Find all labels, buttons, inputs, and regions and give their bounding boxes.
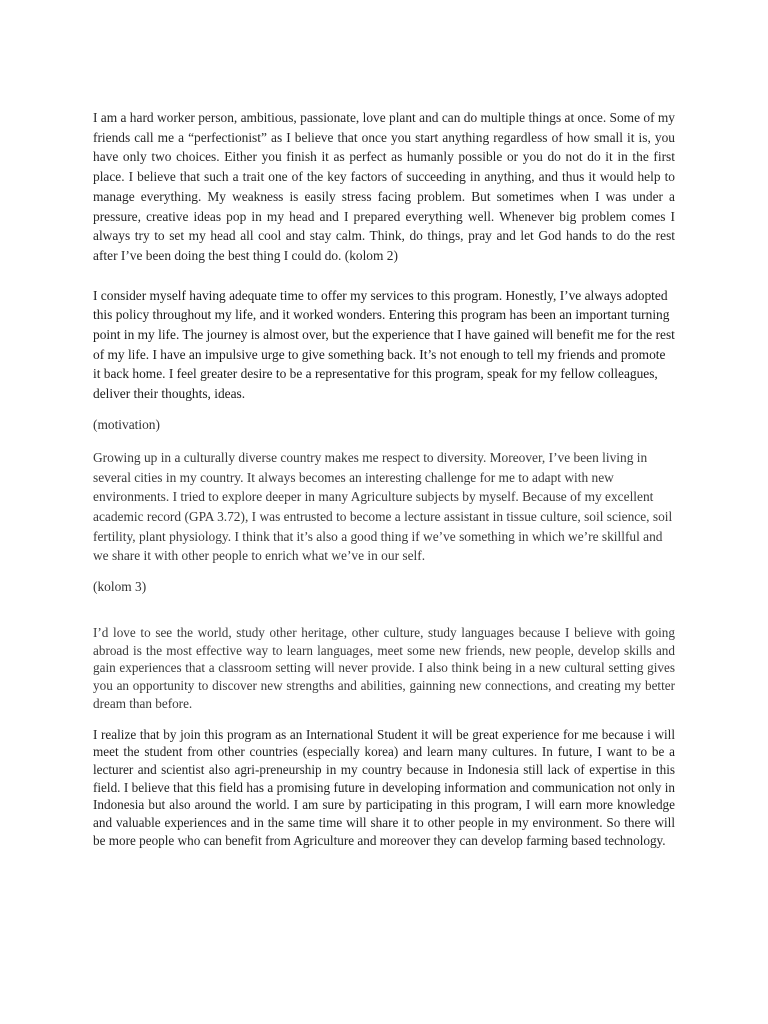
paragraph-travel-motivation: I’d love to see the world, study other heritage, other culture, study languages because I believe with going abroad is the most effective way to learn languages, meet some new friends, new people, develop skills and gain experiences that a classroom setting will never provide. I also think being in a new cultural setting gives you an opportunity to discover new strengths and abilities, gainning new connections, and creating my better dream than before. <box>93 624 675 711</box>
document-page <box>93 108 675 849</box>
paragraph-future-plans: I realize that by join this program as an International Student it will be great experience for me because i will meet the student from other countries (especially korea) and learn many cultures. In future, I want to be a lecturer and scientist also agri-preneurship in my country because in Indonesia still lack of expertise in this field. I believe that this field has a promising future in developing information and communication not only in Indonesia but also around the world. I am sure by participating in this program, I will earn more knowledge and valuable experiences and in the same time will share it to other people in my environment. So there will be more people who can benefit from Agriculture and moreover they can develop farming based technology. <box>93 726 675 848</box>
note-kolom-3: (kolom 3) <box>93 579 147 595</box>
paragraph-diversity: Growing up in a culturally diverse country makes me respect to diversity. Moreover, I’ve been living in several cities in my country. It always becomes an interesting challenge for me to adapt with new environments. I tried to explore deeper in many Agriculture subjects by myself. Because of my excellent academic record (GPA 3.72), I was entrusted to become a lecture assistant in tissue culture, soil science, soil fertility, plant physiology. I think that it’s also a good thing if we’ve something in which we’re skillful and we share it with other people to enrich what we’ve in our self. <box>93 449 673 564</box>
paragraph-self-description: I am a hard worker person, ambitious, passionate, love plant and can do multiple things at once. Some of my friends call me a “perfectionist” as I believe that once you start anything regardless of how small it is, you have only two choices. Either you finish it as perfect as humanly possible or you do not do it in the first place. I believe that such a trait one of the key factors of succeeding in anything, and thus it would help to manage everything. My weakness is easily stress facing problem. But sometimes when I was under a pressure, creative ideas pop in my head and I prepared everything well. Whenever big problem comes I always try to set my head all cool and stay calm. Think, do things, pray and let God hands to do the rest after I’ve been doing the best thing I could do. (kolom 2) <box>93 110 675 263</box>
note-motivation: (motivation) <box>93 416 160 432</box>
paragraph-service-commitment: I consider myself having adequate time to offer my services to this program. Honestly, I’ve always adopted this policy throughout my life, and it worked wonders. Entering this program has been an important turning point in my life. The journey is almost over, but the experience that I have gained will benefit me for the rest of my life. I have an impulsive urge to give something back. It’s not enough to tell my friends and promote it back home. I feel greater desire to be a representative for this program, speak for my fellow colleagues, deliver their thoughts, ideas. <box>93 287 675 402</box>
